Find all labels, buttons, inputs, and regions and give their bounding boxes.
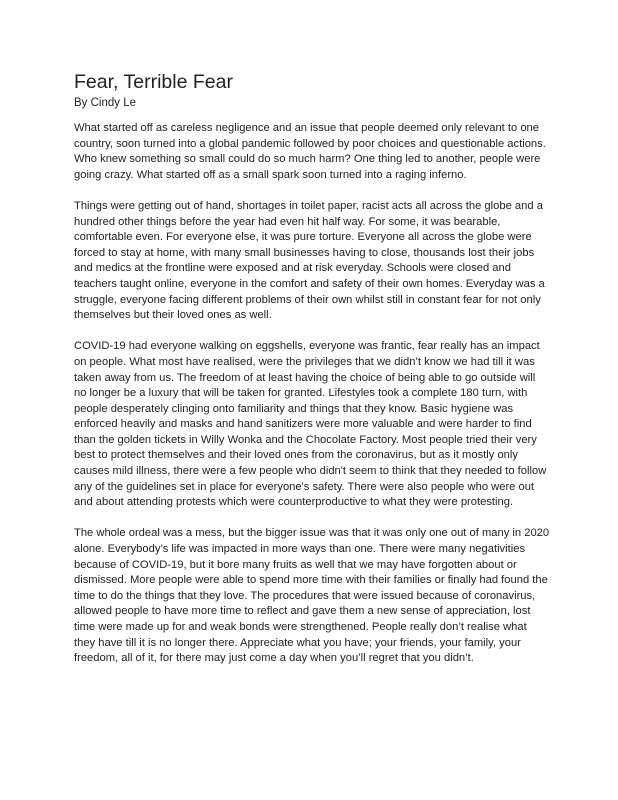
paragraph-line: struggle, everyone facing different problems of their own whilst still in constant fear for not only [74,293,541,306]
paragraph-line: dismissed. More people were able to spend more time with their families or finally had found the [74,574,548,587]
paragraph-line: themselves but their loved ones as well. [74,309,272,322]
paragraph-line: forced to stay at home, with many small businesses having to close, thousands lost their jobs [74,246,535,259]
paragraph-line: people desperately clinging onto familiarity and things that they know. Basic hygiene was [74,402,514,415]
paragraph [74,339,552,511]
paragraph-line: Who knew something so small could do so much harm? One thing led to another, people were [74,153,541,166]
paragraph [74,199,552,324]
paragraph-line: COVID-19 had everyone walking on eggshells, everyone was frantic, fear really has an impact [74,340,540,353]
paragraph-line: causes mild illness, there were a few people who didn't seem to think that they needed to follow [74,465,547,478]
document-page [74,70,552,682]
paragraph-line: country, soon turned into a global pandemic followed by poor choices and questionable actions. [74,137,546,150]
paragraph-line: freedom, all of it, for there may just come a day when you’ll regret that you didn’t. [74,652,474,665]
paragraph-line: hundred other things before the year had even hit half way. For some, it was bearable, [74,215,501,228]
paragraph-line: and about attending protests which were counterproductive to what they were protesting. [74,496,514,509]
paragraph-line: because of COVID-19, but it bore many fruits as well that we may have forgotten about or [74,558,517,571]
paragraph-line: Things were getting out of hand, shortages in toilet paper, racist acts all across the globe and a [74,199,543,212]
document-title: Fear, Terrible Fear [74,71,233,93]
paragraph-line: The whole ordeal was a mess, but the bigger issue was that it was only one out of many in 2020 [74,527,550,540]
paragraph-line: alone. Everybody’s life was impacted in more ways than one. There were many negativities [74,543,526,556]
paragraph-line: no longer be a luxury that will be taken for granted. Lifestyles took a complete 180 turn, with [74,387,528,400]
paragraph-line: teachers taught online, everyone in the comfort and safety of their own homes. Everyday was a [74,277,545,290]
paragraph-line: going crazy. What started off as a small spark soon turned into a raging inferno. [74,168,467,181]
paragraph-line: than the golden tickets in Willy Wonka and the Chocolate Factory. Most people tried their very [74,433,537,446]
document-body [74,121,552,667]
paragraph-line: on people. What most have realised, were the privileges that we didn’t know we had till it was [74,355,535,368]
paragraph-line: best to protect themselves and their loved ones from the coronavirus, but as it mostly only [74,449,518,462]
paragraph-line: time to do the things that they love. The procedures that were issued because of coronavirus, [74,589,536,602]
document-author: By Cindy Le [74,97,137,109]
paragraph-line: they have till it is no longer there. Appreciate what you have; your friends, your family, your [74,636,521,649]
paragraph [74,526,552,666]
paragraph-line: comfortable even. For everyone else, it was pure torture. Everyone all across the globe were [74,231,532,244]
paragraph-line: any of the guidelines set in place for everyone's safety. There were also people who were out [74,480,535,493]
paragraph-line: and medics at the frontline were exposed and at risk everyday. Schools were closed and [74,262,511,275]
paragraph-line: allowed people to have more time to reflect and gave them a new sense of appreciation, lost [74,605,531,618]
paragraph-line: What started off as careless negligence and an issue that people deemed only relevant to one [74,122,539,134]
paragraph-line: time were made up for and weak bonds were strengthened. People really don’t realise what [74,621,527,633]
paragraph-line: taken away from us. The freedom of at least having the choice of being able to go outside will [74,371,536,384]
paragraph [74,121,552,183]
paragraph-line: enforced heavily and masks and hand sanitizers were more valuable and were harder to find [74,418,532,431]
